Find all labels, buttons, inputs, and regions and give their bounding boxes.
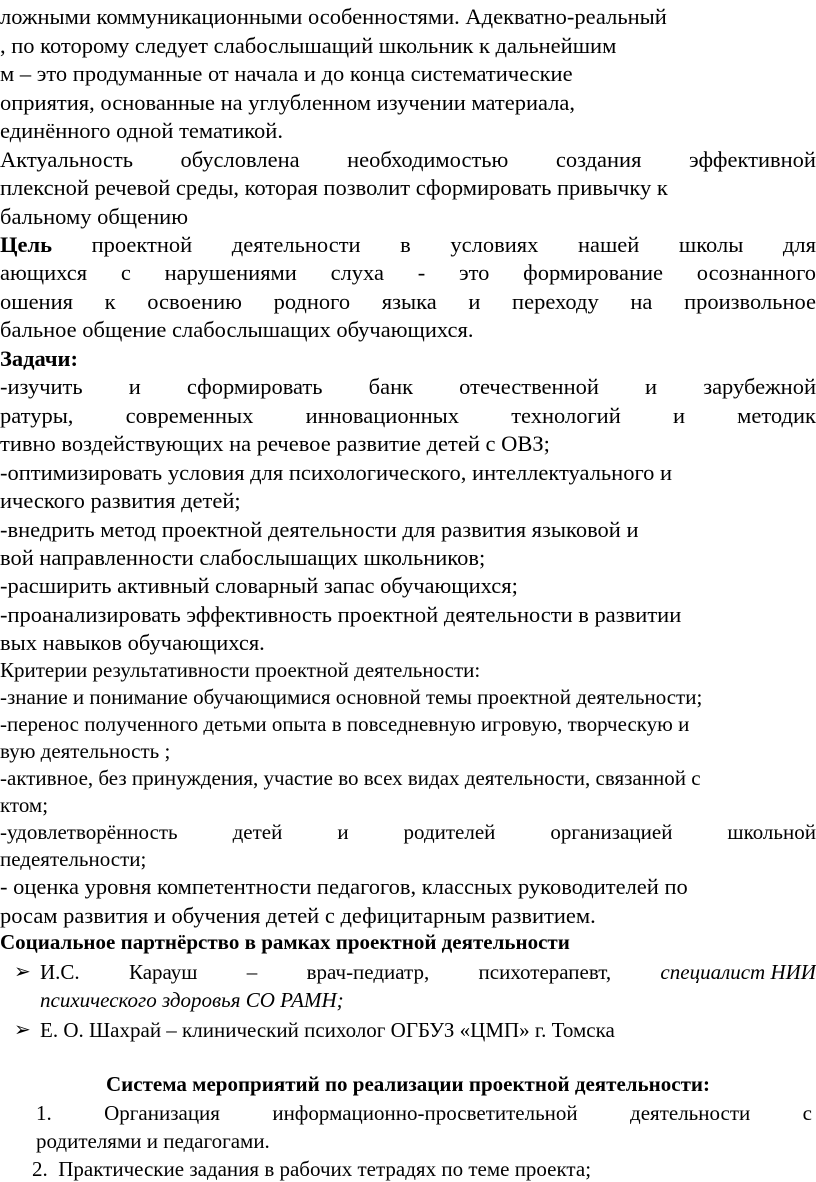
task-2-line-1: -оптимизировать условия для психологического, интеллектуального и xyxy=(0,460,673,485)
word: с xyxy=(120,260,131,285)
word: освоению xyxy=(147,289,242,314)
intro-line-4: оприятия, основанные на углубленном изучении материала, xyxy=(0,90,576,115)
task-2-line-2: ического развития детей; xyxy=(0,488,241,513)
word: инновационных xyxy=(305,403,460,428)
word: деятельности xyxy=(231,232,361,257)
event-1-number: 1. xyxy=(36,1101,52,1125)
event-2-text: 2. Практические задания в рабочих тетрадях по теме проекта; xyxy=(32,1157,592,1181)
partner-2-text: Е. О. Шахрай – клинический психолог ОГБУЗ «ЦМП» г. Томска xyxy=(40,1018,615,1042)
events-heading: Система мероприятий по реализации проектной деятельности: xyxy=(106,1072,710,1096)
word: Карауш xyxy=(129,960,198,984)
event-1-continuation: родителями и педагогами. xyxy=(36,1129,270,1153)
word: организацией xyxy=(550,820,673,844)
word: и xyxy=(337,820,349,844)
word: школьной xyxy=(727,820,816,844)
word: и xyxy=(468,289,481,314)
task-4-line-1: -расширить активный словарный запас обучающихся; xyxy=(0,573,518,598)
word: -удовлетворённость xyxy=(0,820,178,844)
word: психотерапевт, xyxy=(478,960,612,984)
word: детей xyxy=(232,820,283,844)
word: информационно-просветительной xyxy=(272,1101,578,1125)
word: к xyxy=(104,289,116,314)
word: условиях xyxy=(450,232,539,257)
word: ратуры, xyxy=(0,403,74,428)
word: произвольное xyxy=(684,289,816,314)
word: – xyxy=(246,960,258,984)
word: создания xyxy=(555,147,642,172)
task-3-line-2: вой направленности слабослышащих школьников; xyxy=(0,545,486,570)
criteria-4-line-2: педеятельности; xyxy=(0,847,147,871)
criteria-5-line-1: - оценка уровня компетентности педагогов, классных руководителей по xyxy=(0,874,688,899)
partnership-heading: Социальное партнёрство в рамках проектной деятельности xyxy=(0,930,570,954)
criteria-2-line-1: -перенос полученного детьми опыта в повседневную игровую, творческую и xyxy=(0,712,690,736)
word: деятельности xyxy=(630,1101,751,1125)
word: И.С. xyxy=(40,960,80,984)
intro-line-1: ложными коммуникационными особенностями. Адекватно-реальный xyxy=(0,4,667,29)
word: Организация xyxy=(104,1101,220,1125)
word: отечественной xyxy=(459,374,599,399)
word: -изучить xyxy=(0,374,83,399)
word: школы xyxy=(678,232,744,257)
word: эффективной xyxy=(688,147,816,172)
criteria-3-line-2: ктом; xyxy=(0,793,49,817)
partner-1-affiliation-cont: психического здоровья СО РАМН; xyxy=(40,988,344,1012)
word: необходимостью xyxy=(347,147,509,172)
word: обусловлена xyxy=(180,147,300,172)
word: и xyxy=(672,403,685,428)
task-5-line-2: вых навыков обучающихся. xyxy=(0,630,265,655)
word: проектной xyxy=(91,232,193,257)
word: слуха xyxy=(330,260,384,285)
word: языка xyxy=(381,289,437,314)
word: нарушениями xyxy=(164,260,297,285)
criteria-heading: Критерии результативности проектной деятельности: xyxy=(0,658,481,682)
criteria-5-line-2: росам развития и обучения детей с дефицитарным развитием. xyxy=(0,903,596,928)
intro-line-5: единённого одной тематикой. xyxy=(0,118,283,143)
partner-1-line-2 xyxy=(0,983,816,1017)
word: современных xyxy=(125,403,254,428)
word: формирование xyxy=(523,260,664,285)
word: с xyxy=(802,1101,812,1125)
partner-1-affiliation: специалист НИИ xyxy=(660,960,816,984)
word: врач-педиатр, xyxy=(306,960,430,984)
word: ающихся xyxy=(0,260,88,285)
criteria-1: -знание и понимание обучающимися основной темы проектной деятельности; xyxy=(0,685,703,709)
criteria-2-line-2: вую деятельность ; xyxy=(0,739,171,763)
intro-line-2: , по которому следует слабослышащий школьник к дальнейшим xyxy=(0,33,617,58)
word: технологий xyxy=(511,403,621,428)
word: сформировать xyxy=(186,374,323,399)
relevance-line-3: бальному общению xyxy=(0,204,188,229)
word: банк xyxy=(368,374,414,399)
word: ошения xyxy=(0,289,73,314)
word: - xyxy=(417,260,426,285)
arrow-bullet-icon: ➢ xyxy=(14,961,31,983)
word: осознанного xyxy=(696,260,816,285)
word: для xyxy=(782,232,816,257)
task-3-line-1: -внедрить метод проектной деятельности для развития языковой и xyxy=(0,517,639,542)
task-1-line-3: тивно воздействующих на речевое развитие детей с ОВЗ; xyxy=(0,431,550,456)
word: Актуальность xyxy=(0,147,133,172)
criteria-3-line-1: -активное, без принуждения, участие во всех видах деятельности, связанной с xyxy=(0,766,701,790)
word: это xyxy=(458,260,490,285)
word: на xyxy=(630,289,653,314)
word: методик xyxy=(737,403,816,428)
word: нашей xyxy=(577,232,640,257)
goal-label: Цель xyxy=(0,232,53,257)
task-5-line-1: -проанализировать эффективность проектной деятельности в развитии xyxy=(0,602,682,627)
arrow-bullet-icon: ➢ xyxy=(14,1019,31,1041)
goal-line-4: бальное общение слабослышащих обучающихся. xyxy=(0,317,474,342)
word: и xyxy=(128,374,141,399)
word: родителей xyxy=(403,820,496,844)
partner-2 xyxy=(0,1013,816,1047)
intro-line-3: м – это продуманные от начала и до конца систематические xyxy=(0,61,573,86)
word: зарубежной xyxy=(703,374,816,399)
word: и xyxy=(645,374,658,399)
tasks-heading: Задачи: xyxy=(0,346,79,371)
event-2 xyxy=(0,1152,816,1182)
word: в xyxy=(400,232,411,257)
word: переходу xyxy=(512,289,599,314)
word: родного xyxy=(273,289,351,314)
relevance-line-2: плексной речевой среды, которая позволит сформировать привычку к xyxy=(0,175,668,200)
